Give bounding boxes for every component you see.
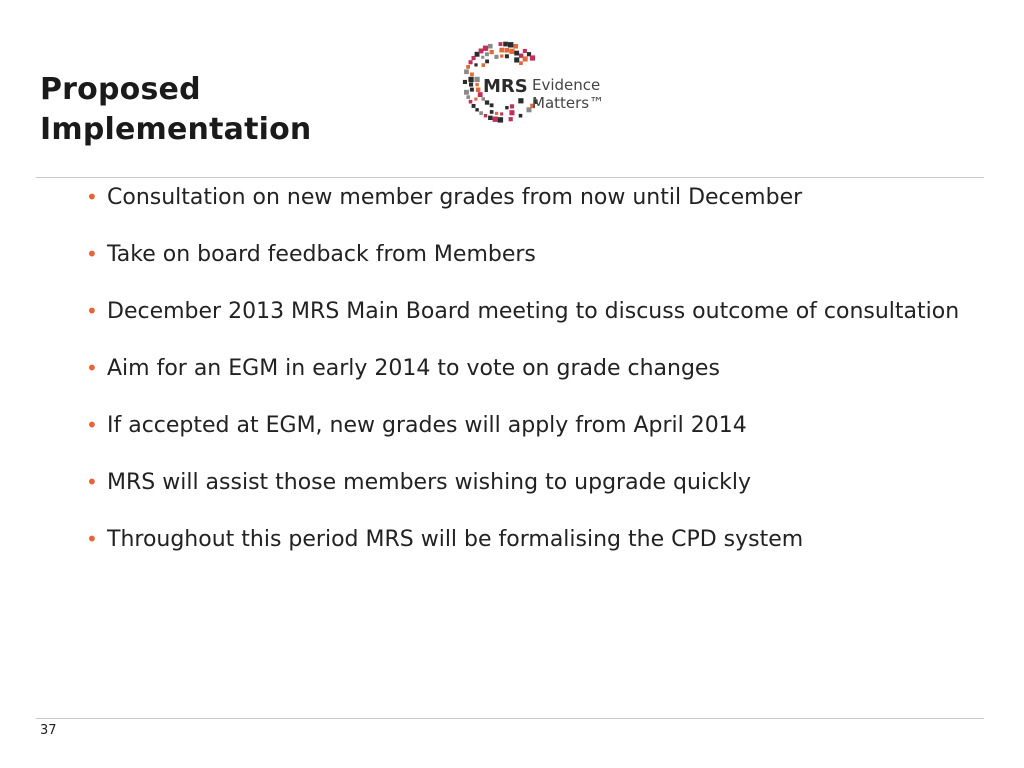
page-number: 37	[40, 723, 57, 738]
logo-pixel	[530, 55, 535, 60]
logo-pixel	[476, 88, 481, 93]
bullet-item: • If accepted at EGM, new grades will apply from April 2014	[86, 411, 966, 440]
logo-pixel	[499, 42, 503, 46]
logo-pixel	[514, 57, 519, 62]
logo-pixel	[488, 116, 492, 120]
logo-pixel	[490, 110, 494, 114]
bullet-item: • Consultation on new member grades from now until December	[86, 183, 966, 212]
bullet-item: • Throughout this period MRS will be formalising the CPD system	[86, 525, 966, 554]
logo-pixel	[519, 61, 523, 65]
logo-pixel	[470, 73, 474, 77]
logo-pixel	[464, 69, 469, 74]
logo-pixel	[470, 88, 474, 92]
logo-mark-text: MRS	[483, 76, 528, 97]
logo-pixel	[498, 117, 503, 122]
logo-pixel	[468, 77, 473, 82]
logo-pixel	[518, 98, 523, 103]
mrs-evidence-matters-logo	[461, 38, 621, 128]
logo-pixel	[523, 56, 528, 61]
logo-pixel	[475, 83, 478, 86]
logo-pixel	[499, 48, 504, 53]
logo-pixel	[474, 98, 477, 101]
logo-pixel	[464, 90, 469, 95]
bullet-item: • December 2013 MRS Main Board meeting to discuss outcome of consultation	[86, 297, 966, 326]
logo-pixel	[509, 117, 513, 121]
logo-pixel	[474, 63, 477, 66]
logo-pixel	[505, 54, 509, 58]
logo-pixel	[514, 51, 519, 56]
logo-pixel	[485, 52, 489, 56]
logo-pixel	[484, 114, 487, 117]
logo-pixel	[500, 54, 503, 57]
logo-pixel	[510, 104, 514, 108]
logo-pixel	[485, 100, 489, 104]
logo-pixel	[483, 46, 488, 51]
logo-pixel	[475, 108, 478, 111]
logo-pixel	[519, 114, 523, 118]
logo-pixel	[485, 60, 489, 64]
logo-pixel	[472, 104, 476, 108]
logo-pixel	[509, 49, 514, 54]
logo-pixel	[495, 112, 498, 115]
bullet-item: • Aim for an EGM in early 2014 to vote on grade changes	[86, 354, 966, 383]
logo-pixel	[481, 56, 484, 59]
logo-pixel	[493, 117, 498, 122]
logo-pixel	[505, 48, 510, 53]
logo-pixel	[479, 111, 483, 115]
logo-pixel	[469, 60, 473, 64]
logo-pixel	[466, 95, 470, 99]
logo-pixel	[500, 112, 503, 115]
logo-pixel	[479, 49, 484, 54]
logo-pixel	[505, 106, 508, 109]
logo-tagline-line1: Evidence	[532, 76, 601, 94]
logo-pixel	[475, 77, 480, 82]
logo-pixel	[490, 103, 494, 107]
logo-pixel	[527, 107, 532, 112]
logo-pixel	[469, 83, 473, 87]
footer-divider	[36, 718, 984, 719]
logo-pixel	[490, 50, 494, 54]
logo-pixel	[482, 97, 486, 101]
logo-pixel	[463, 80, 467, 84]
logo-pixel	[478, 92, 483, 97]
slide-title: Proposed Implementation	[40, 72, 312, 147]
header-divider	[36, 177, 984, 178]
bullet-list	[86, 183, 966, 582]
logo-pixel	[523, 49, 527, 53]
logo-tagline-line2: Matters™	[532, 94, 605, 112]
logo-pixel	[494, 55, 498, 59]
logo-pixel	[482, 63, 486, 67]
logo-pixel	[508, 42, 513, 47]
logo-pixel	[466, 65, 470, 69]
bullet-item: • Take on board feedback from Members	[86, 240, 966, 269]
logo-pixel	[488, 44, 493, 49]
bullet-item: • MRS will assist those members wishing to upgrade quickly	[86, 468, 966, 497]
logo-pixel	[509, 110, 514, 115]
logo-graphic	[461, 38, 621, 128]
logo-pixel	[469, 100, 473, 104]
logo-pixel	[503, 42, 508, 47]
logo-pixel	[514, 44, 519, 49]
